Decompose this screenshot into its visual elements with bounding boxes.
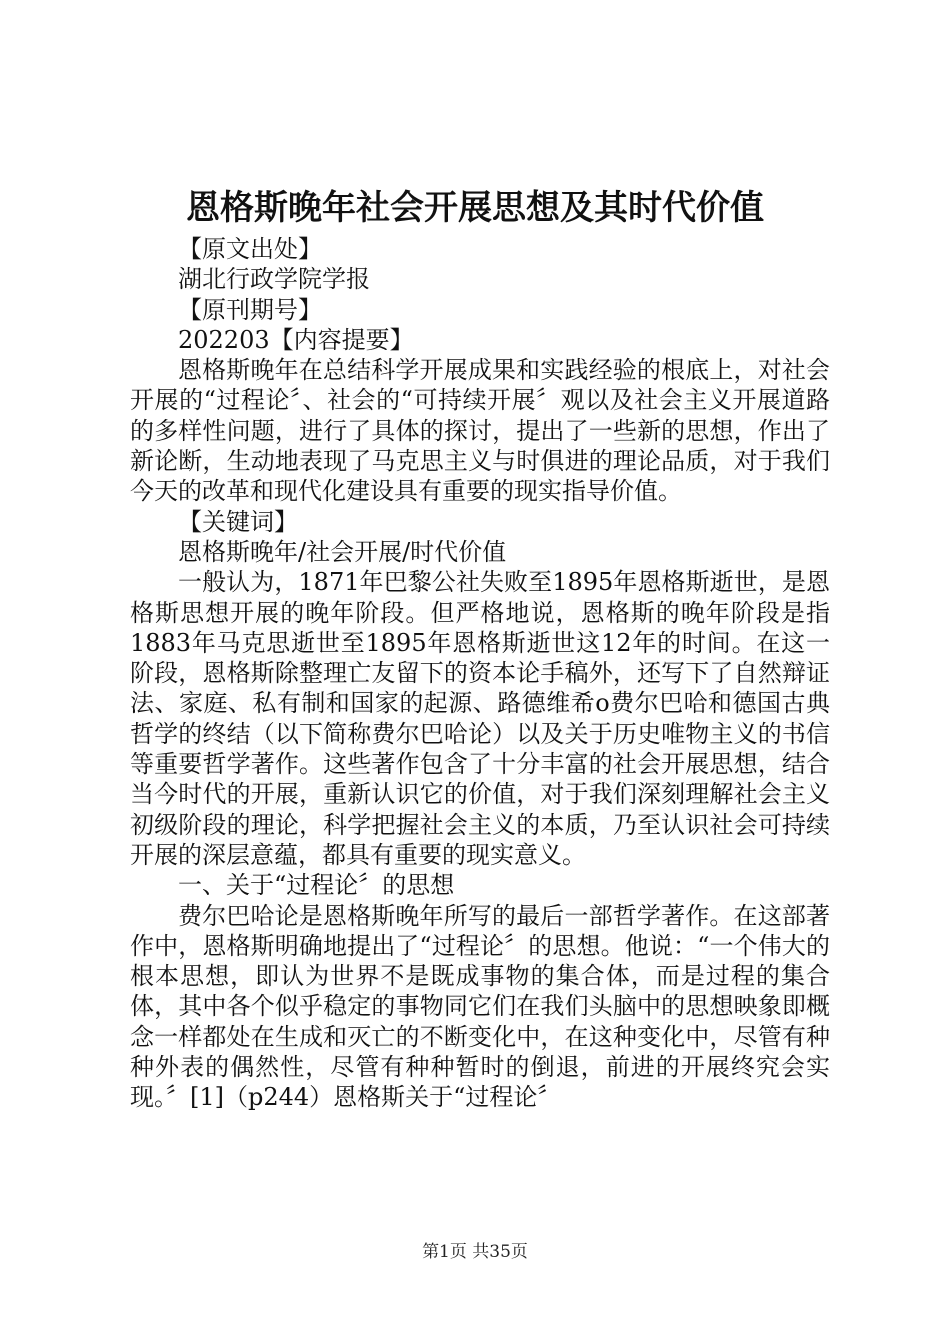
abstract-paragraph: 恩格斯晚年在总结科学开展成果和实践经验的根底上，对社会开展的“过程论〞、社会的“可持续开展〞观以及社会主义开展道路的多样性问题，进行了具体的探讨，提出了一些新的思想，作出了新论断，生动地表现了马克思主义与时俱进的理论品质，对于我们今天的改革和现代化建设具有重要的现实指导价值。: [130, 356, 830, 506]
body-paragraph-2: 费尔巴哈论是恩格斯晚年所写的最后一部哲学著作。在这部著作中，恩格斯明确地提出了“过程论〞的思想。他说：“一个伟大的根本思想，即认为世界不是既成事物的集合体，而是过程的集合体，其中各个似乎稳定的事物同它们在我们头脑中的思想映象即概念一样都处在生成和灭亡的不断变化中，在这种变化中，尽管有种种外表的偶然性，尽管有种种暂时的倒退，前进的开展终究会实现。〞[1]（p244）恩格斯关于“过程论〞: [130, 901, 830, 1112]
issue-label: 【原刊期号】: [178, 295, 322, 324]
document-body: [130, 234, 830, 1113]
keywords-label: 【关键词】: [178, 507, 298, 536]
source-label: 【原文出处】: [178, 235, 322, 263]
section-heading-1: 一、关于“过程论〞的思想: [178, 871, 455, 900]
source-value: 湖北行政学院学报: [178, 265, 370, 294]
page-footer: 第1页 共35页: [422, 1242, 528, 1262]
document-title: 恩格斯晚年社会开展思想及其时代价值: [186, 188, 764, 228]
keywords-value: 恩格斯晚年/社会开展/时代价值: [178, 537, 507, 566]
issue-and-abstract-label: 202203【内容提要】: [178, 325, 414, 354]
body-paragraph-1: 一般认为，1871年巴黎公社失败至1895年恩格斯逝世，是恩格斯思想开展的晚年阶段。但严格地说，恩格斯的晚年阶段是指1883年马克思逝世至1895年恩格斯逝世这12年的时间。在这一阶段，恩格斯除整理亡友留下的资本论手稿外，还写下了自然辩证法、家庭、私有制和国家的起源、路德维希o费尔巴哈和德国古典哲学的终结（以下简称费尔巴哈论）以及关于历史唯物主义的书信等重要哲学著作。这些著作包含了十分丰富的社会开展思想，结合当今时代的开展，重新认识它的价值，对于我们深刻理解社会主义初级阶段的理论，科学把握社会主义的本质，乃至认识社会可持续开展的深层意蕴，都具有重要的现实意义。: [130, 568, 830, 869]
